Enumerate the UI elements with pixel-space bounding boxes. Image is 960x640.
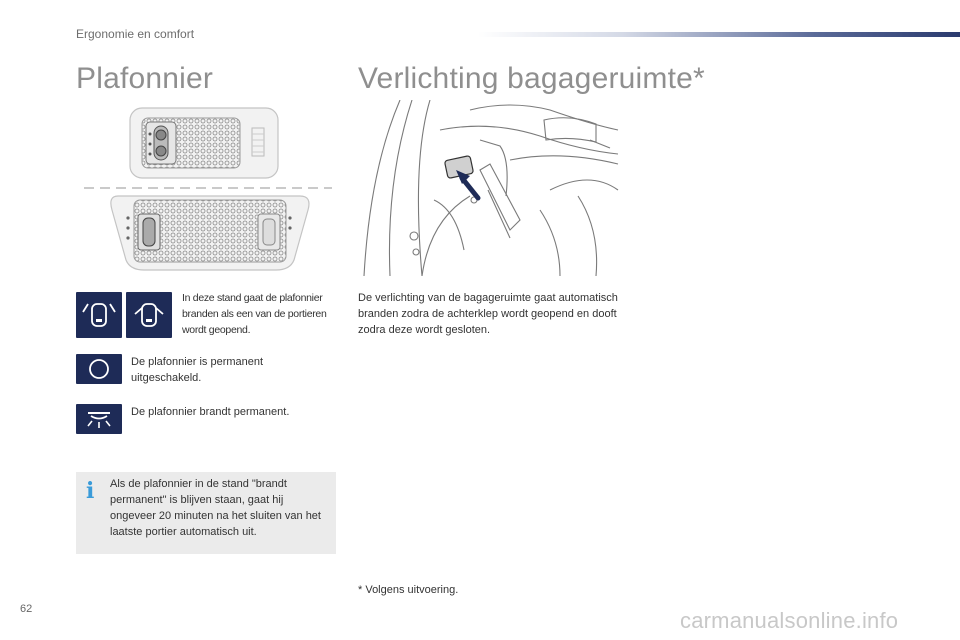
door-mode-pictogram (76, 292, 122, 338)
off-pictogram (76, 354, 122, 384)
door-lamp-icon (76, 292, 122, 338)
door-mode-pictogram-2 (126, 292, 172, 338)
bagageruimte-illustration (360, 100, 620, 276)
car-doors-open-icon (126, 292, 172, 338)
bagageruimte-text: De verlichting van de bagageruimte gaat automatisch branden zodra de achterklep wordt geopend en dooft zodra deze wordt gesloten. (358, 292, 618, 336)
on-pictogram (76, 404, 122, 434)
on-text: De plafonnier brandt permanent. (131, 406, 290, 418)
footnote: * Volgens uitvoering. (358, 584, 459, 596)
circle-off-icon (76, 354, 122, 384)
page-number: 62 (20, 603, 33, 615)
title-verlichting-bagageruimte: Verlichting bagageruimte* (358, 62, 705, 95)
header-bar (478, 32, 960, 37)
plafonnier-illustration (80, 100, 340, 280)
ceiling-light-on-icon (76, 404, 122, 434)
watermark: carmanualsonline.info (680, 608, 899, 633)
off-text: De plafonnier is permanent uitgeschakeld. (131, 356, 264, 384)
section-header: Ergonomie en comfort (76, 27, 195, 41)
info-icon: i (86, 478, 95, 504)
title-plafonnier: Plafonnier (76, 62, 214, 95)
door-mode-text: In deze stand gaat de plafonnier branden als een van de portieren wordt geopend. (182, 292, 327, 336)
info-note-text: Als de plafonnier in de stand "brandt permanent" is blijven staan, gaat hij ongeveer 20 minuten na het sluiten van het laatste portier automatisch uit. (110, 478, 321, 538)
